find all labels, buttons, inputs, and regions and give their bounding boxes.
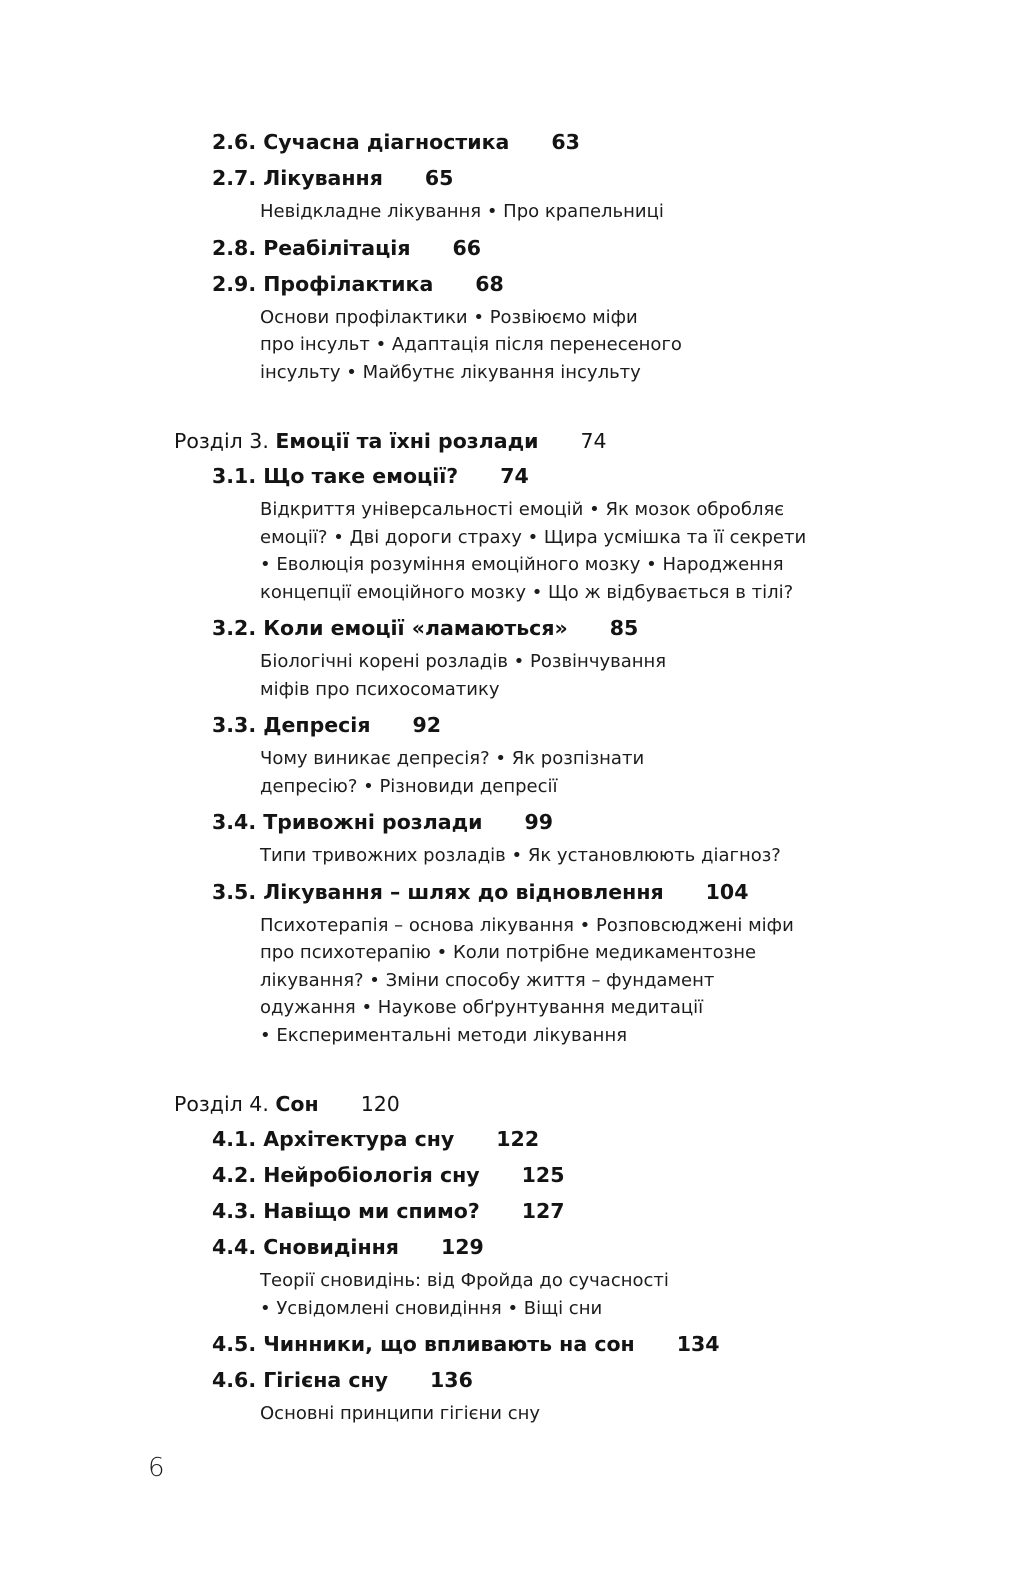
topic-line: Основи профілактики • Розвіюємо міфи bbox=[260, 306, 638, 328]
section-title: 4.5. Чинники, що впливають на сон bbox=[212, 1332, 635, 1356]
section-heading bbox=[212, 1193, 874, 1229]
section-title: 2.7. Лікування bbox=[212, 166, 383, 190]
chapter-title: Емоції та їхні розлади bbox=[275, 429, 539, 453]
section-page-number: 127 bbox=[521, 1199, 565, 1223]
section-topics bbox=[260, 494, 874, 610]
chapter-prefix: Розділ 4. bbox=[174, 1092, 269, 1116]
section-heading bbox=[212, 804, 874, 840]
topic-line: одужання • Наукове обґрунтування медитації bbox=[260, 997, 704, 1018]
section-topics bbox=[260, 1398, 874, 1432]
section-page-number: 134 bbox=[676, 1332, 720, 1356]
topic-line: • Усвідомлені сновидіння • Віщі сни bbox=[260, 1297, 603, 1319]
topic-line: Чому виникає депресія? • Як розпізнати bbox=[260, 748, 645, 769]
section-heading bbox=[212, 610, 874, 646]
section-heading bbox=[212, 160, 874, 196]
section-topics bbox=[260, 743, 874, 804]
section-list bbox=[212, 1121, 874, 1432]
section-topics bbox=[260, 196, 874, 230]
topic-line: • Еволюція розуміння емоційного мозку • Народження bbox=[260, 554, 784, 575]
section-page-number: 125 bbox=[521, 1163, 565, 1187]
section-page-number: 136 bbox=[430, 1368, 473, 1392]
section-heading bbox=[212, 1121, 874, 1157]
section-title: 4.3. Навіщо ми спимо? bbox=[212, 1199, 480, 1223]
chapter-title: Сон bbox=[275, 1092, 319, 1116]
section-heading bbox=[212, 230, 874, 266]
section-topics bbox=[260, 646, 874, 707]
section-topics bbox=[260, 1265, 874, 1326]
chapter-heading bbox=[174, 1087, 874, 1121]
section-page-number: 66 bbox=[452, 235, 482, 260]
page-number: 6 bbox=[148, 1453, 165, 1483]
topic-line: про психотерапію • Коли потрібне медикаментозне bbox=[260, 942, 757, 963]
section-title: 2.6. Сучасна діагностика bbox=[212, 130, 510, 154]
section-heading bbox=[212, 266, 874, 302]
section-title: 4.6. Гігієна сну bbox=[212, 1368, 389, 1392]
section-heading bbox=[212, 124, 874, 160]
section-topics bbox=[260, 910, 874, 1054]
section-page-number: 122 bbox=[496, 1127, 540, 1151]
section-heading bbox=[212, 874, 874, 910]
section-heading bbox=[212, 707, 874, 743]
topic-line: Психотерапія – основа лікування • Розповсюджені міфи bbox=[260, 914, 794, 936]
topic-line: Біологічні корені розладів • Розвінчування bbox=[260, 651, 667, 672]
section-page-number: 104 bbox=[705, 879, 749, 904]
section-title: 2.9. Профілактика bbox=[212, 271, 434, 296]
section-heading bbox=[212, 1326, 874, 1362]
section-heading bbox=[212, 1229, 874, 1265]
section-page-number: 129 bbox=[440, 1235, 484, 1259]
section-title: 3.4. Тривожні розлади bbox=[212, 810, 483, 834]
section-title: 3.1. Що таке емоції? bbox=[212, 464, 459, 488]
section-list bbox=[212, 458, 874, 1053]
topic-line: лікування? • Зміни способу життя – фундамент bbox=[260, 969, 715, 991]
topic-line: Типи тривожних розладів • Як установлюють діагноз? bbox=[260, 845, 781, 866]
chapter bbox=[174, 424, 874, 1053]
section-title: 3.3. Депресія bbox=[212, 713, 371, 737]
topic-line: про інсульт • Адаптація після перенесеного bbox=[260, 334, 682, 355]
section-topics bbox=[260, 840, 874, 874]
chapter-page-number: 120 bbox=[360, 1092, 400, 1116]
chapter-prefix: Розділ 3. bbox=[174, 429, 269, 453]
section-heading bbox=[212, 1157, 874, 1193]
topic-line: міфів про психосоматику bbox=[260, 678, 500, 700]
section-page-number: 85 bbox=[609, 616, 639, 640]
topic-line: депресію? • Різновиди депресії bbox=[260, 775, 558, 797]
topic-line: Невідкладне лікування • Про крапельниці bbox=[260, 201, 664, 222]
section-page-number: 63 bbox=[551, 130, 580, 154]
section-page-number: 99 bbox=[524, 810, 554, 834]
topic-line: Основні принципи гігієни сну bbox=[260, 1403, 541, 1424]
section-title: 4.4. Сновидіння bbox=[212, 1235, 399, 1259]
table-of-contents bbox=[174, 124, 874, 1432]
topic-line: Теорії сновидінь: від Фройда до сучасності bbox=[260, 1270, 669, 1291]
section-page-number: 92 bbox=[412, 713, 442, 737]
topic-line: інсульту • Майбутнє лікування інсульту bbox=[260, 361, 641, 383]
section-title: 2.8. Реабілітація bbox=[212, 235, 411, 260]
chapter bbox=[174, 124, 874, 390]
chapter-heading bbox=[174, 424, 874, 458]
topic-line: • Експериментальні методи лікування bbox=[260, 1024, 628, 1046]
section-title: 3.2. Коли емоції «ламаються» bbox=[212, 616, 568, 640]
section-heading bbox=[212, 458, 874, 494]
topic-line: концепції емоційного мозку • Що ж відбувається в тілі? bbox=[260, 581, 794, 603]
topic-line: емоції? • Дві дороги страху • Щира усмішка та її секрети bbox=[260, 526, 807, 548]
section-list bbox=[212, 124, 874, 390]
section-page-number: 65 bbox=[424, 166, 454, 190]
topic-line: Відкриття універсальності емоцій • Як мозок обробляє bbox=[260, 499, 785, 520]
section-page-number: 74 bbox=[500, 464, 529, 488]
section-page-number: 68 bbox=[475, 271, 504, 296]
chapter-page-number: 74 bbox=[580, 429, 607, 453]
section-title: 4.2. Нейробіологія сну bbox=[212, 1163, 480, 1187]
section-title: 4.1. Архітектура сну bbox=[212, 1127, 455, 1151]
chapter bbox=[174, 1087, 874, 1432]
section-topics bbox=[260, 302, 874, 391]
section-title: 3.5. Лікування – шлях до відновлення bbox=[212, 879, 664, 904]
section-heading bbox=[212, 1362, 874, 1398]
